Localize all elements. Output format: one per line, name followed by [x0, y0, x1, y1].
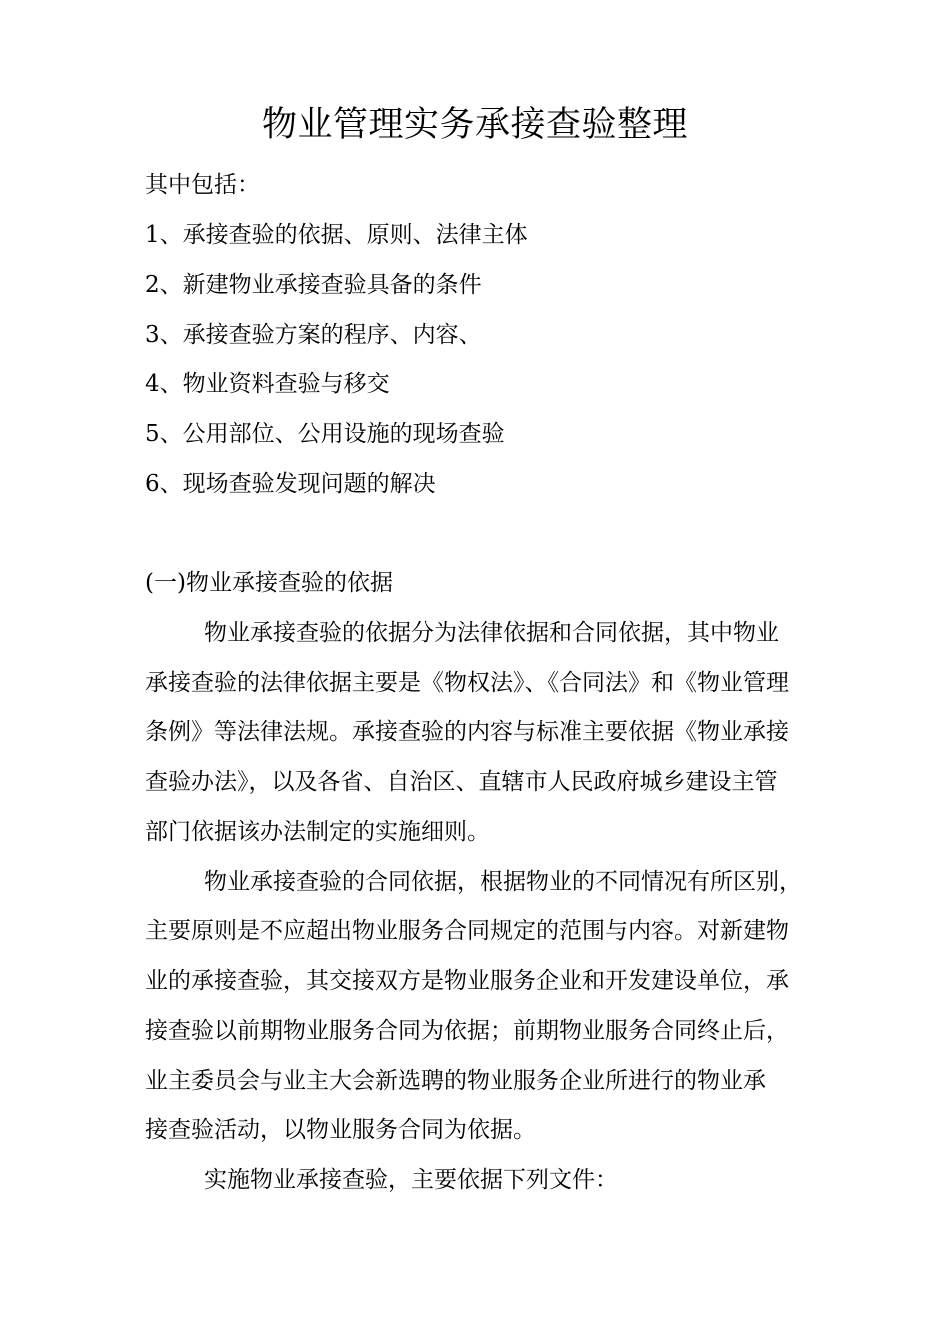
paragraph-line: 物业承接查验的合同依据，根据物业的不同情况有所区别，: [204, 869, 802, 895]
paragraph-line: 业主委员会与业主大会新选聘的物业服务企业所进行的物业承: [145, 1068, 766, 1094]
paragraph-line: 部门依据该办法制定的实施细则。: [145, 819, 490, 845]
paragraph-line: 接查验以前期物业服务合同为依据；前期物业服务合同终止后，: [145, 1018, 789, 1044]
paragraph-line: 查验办法》，以及各省、自治区、直辖市人民政府城乡建设主管: [145, 769, 778, 795]
list-item: 5、公用部位、公用设施的现场查验: [145, 421, 505, 447]
paragraph-line: 承接查验的法律依据主要是《物权法》、《合同法》和《物业管理: [145, 670, 789, 696]
list-item: 3、承接查验方案的程序、内容、: [145, 322, 482, 348]
paragraph-line: 业的承接查验，其交接双方是物业服务企业和开发建设单位，承: [145, 968, 789, 994]
section-heading: (一)物业承接查验的依据: [145, 570, 393, 596]
document-title: 物业管理实务承接查验整理: [261, 105, 688, 145]
list-item: 1、承接查验的依据、原则、法律主体: [145, 222, 528, 248]
paragraph-line: 物业承接查验的依据分为法律依据和合同依据，其中物业: [204, 620, 779, 646]
paragraph-line: 接查验活动，以物业服务合同为依据。: [145, 1117, 536, 1143]
paragraph-line: 实施物业承接查验，主要依据下列文件：: [204, 1167, 618, 1193]
intro-text: 其中包括：: [145, 172, 260, 198]
list-item: 2、新建物业承接查验具备的条件: [145, 272, 482, 298]
paragraph-line: 主要原则是不应超出物业服务合同规定的范围与内容。对新建物: [145, 918, 789, 944]
list-item: 4、物业资料查验与移交: [145, 371, 390, 397]
list-item: 6、现场查验发现问题的解决: [145, 471, 436, 497]
paragraph-line: 条例》等法律法规。承接查验的内容与标准主要依据《物业承接: [145, 719, 789, 745]
